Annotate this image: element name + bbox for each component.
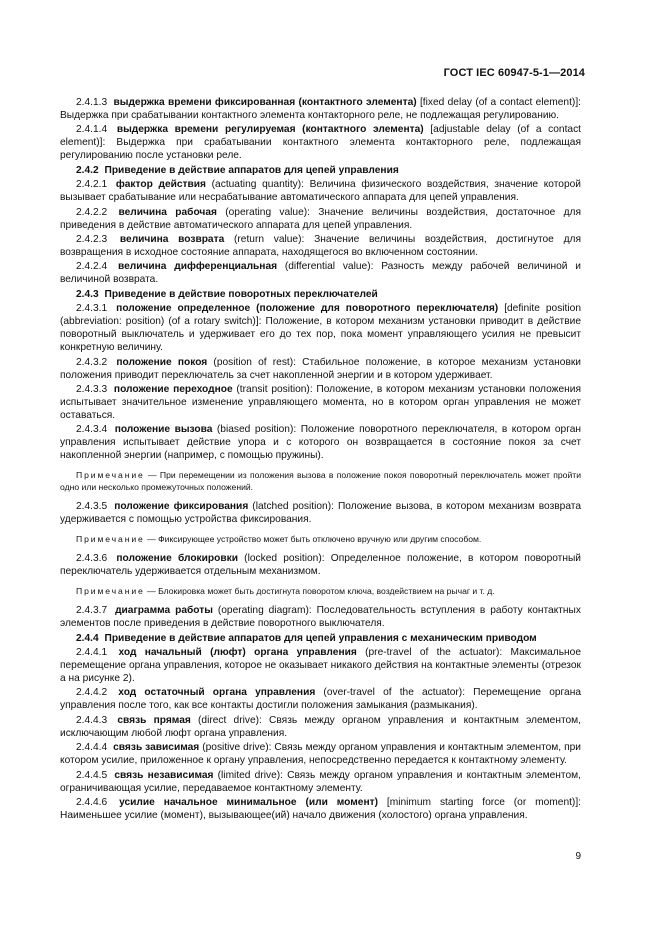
- definition-text: (position of rest): Стабильное положение, в которое механизм установки положения приводит переключатель за счет накопленной энергии и в котором удерживает.: [60, 356, 581, 381]
- defined-term: выдержка времени фиксированная (контактного элемента): [113, 97, 417, 108]
- document-body: [60, 96, 581, 823]
- defined-term: ход начальный (люфт) органа управления: [118, 647, 357, 659]
- definition-paragraph: [60, 552, 581, 578]
- defined-term: связь зависимая: [113, 742, 200, 754]
- defined-term: выдержка времени регулируемая (контактного элемента): [116, 124, 424, 136]
- section-title: Приведение в действие поворотных переключателей: [104, 288, 378, 300]
- definition-text: [definite position (abbreviation: position) (of a rotary switch)]: Положение, в котором механизм установки приводит в действие поворотный выключатель и удерживает его до тех пор, пока момент управляющего усилия не превысит конкретную величину.: [60, 303, 581, 354]
- definition-paragraph: [60, 302, 581, 354]
- clause-number: 2.4.4.3: [76, 714, 108, 726]
- definition-paragraph: [60, 233, 581, 259]
- defined-term: связь независимая: [114, 769, 214, 781]
- definition-text: (locked position): Определенное положение, в котором поворотный переключатель удерживается отдельным механизмом.: [60, 553, 581, 578]
- note: [60, 585, 581, 597]
- section-number: 2.4.4: [76, 632, 99, 644]
- definition-text: [fixed delay (of a contact element)]: Выдержка при срабатывании контактного элемента контакторного реле, не подлежащая регулированию.: [60, 97, 581, 121]
- definition-paragraph: [60, 604, 581, 630]
- definition-text: (positive drive): Связь между органом управления и контактным элементом, при котором усилие, приложенное к органу управления, непосредственно передается к контактному элементу.: [60, 742, 581, 767]
- clause-number: 2.4.4.5: [76, 769, 108, 781]
- clause-number: 2.4.3.2: [76, 356, 108, 368]
- definition-paragraph: [60, 383, 581, 422]
- clause-number: 2.4.3.5: [76, 501, 108, 513]
- clause-number: 2.4.4.2: [76, 687, 108, 699]
- note-text: — При перемещении из положения вызова в положение покоя поворотный переключатель может пройти одно или несколько промежуточных положений.: [60, 470, 581, 493]
- definition-paragraph: [60, 741, 581, 767]
- definition-text: (direct drive): Связь между органом управления и контактным элементом, исключающим любой люфт органа управления.: [60, 714, 581, 739]
- definition-paragraph: [60, 123, 581, 162]
- page-number: 9: [575, 851, 581, 862]
- defined-term: положение фиксирования: [114, 501, 249, 513]
- clause-number: 2.4.1.3: [76, 97, 108, 108]
- definition-paragraph: [60, 796, 581, 822]
- defined-term: величина возврата: [119, 233, 225, 245]
- defined-term: ход остаточный органа управления: [118, 687, 316, 699]
- note-label: Примечание: [76, 470, 145, 481]
- clause-number: 2.4.3.3: [76, 383, 108, 395]
- definition-paragraph: [60, 423, 581, 462]
- definition-text: [minimum starting force (or moment)]: Наименьшее усилие (момент), вызывающее(ий) начало движения (холостого) органа управления.: [60, 797, 581, 822]
- definition-text: (over-travel of the actuator): Перемещение органа управления после того, как все контакты достигли положения замыкания (размыкания).: [60, 687, 581, 712]
- definition-text: (operating diagram): Последовательность вступления в работу контактных элементов после приведения в действие поворотного выключателя.: [60, 605, 581, 630]
- note: [60, 469, 581, 493]
- note-text: — Фиксирующее устройство может быть отключено вручную или другим способом.: [144, 534, 482, 545]
- defined-term: величина дифференциальная: [117, 261, 278, 273]
- defined-term: фактор действия: [115, 179, 206, 191]
- clause-number: 2.4.3.4: [76, 424, 108, 436]
- defined-term: величина рабочая: [118, 206, 217, 218]
- defined-term: положение покоя: [116, 356, 208, 368]
- clause-number: 2.4.3.1: [76, 303, 108, 315]
- clause-number: 2.4.4.6: [76, 797, 108, 809]
- clause-number: 2.4.3.6: [76, 553, 108, 565]
- section-heading: [60, 164, 581, 177]
- defined-term: положение вызова: [114, 424, 213, 436]
- definition-text: [adjustable delay (of a contact element)]: Выдержка при срабатывании контактного элемента контакторного реле, подлежащая регулированию после установки реле.: [60, 124, 582, 162]
- section-title: Приведение в действие аппаратов для цепей управления с механическим приводом: [104, 632, 537, 644]
- definition-text: (operating value): Значение величины воздействия, достаточное для приведения в действие автоматического аппарата для цепей управления.: [60, 206, 581, 231]
- definition-paragraph: [60, 178, 581, 204]
- definition-text: (actuating quantity): Величина физического воздействия, значение которой вызывает срабатывание или несрабатывание автоматического аппарата для цепей управления.: [60, 179, 581, 204]
- clause-number: 2.4.2.1: [76, 179, 108, 191]
- document-header-standard: ГОСТ IEC 60947-5-1—2014: [443, 67, 585, 79]
- definition-paragraph: [60, 769, 581, 795]
- defined-term: положение определенное (положение для поворотного переключателя): [116, 303, 499, 315]
- definition-text: (transit position): Положение, в котором механизм установки положения испытывает значительное изменение управляющего момента, но в котором орган управления не может оставаться.: [60, 383, 581, 421]
- section-number: 2.4.2: [76, 164, 99, 176]
- definition-paragraph: [60, 260, 581, 286]
- definition-paragraph: [60, 646, 581, 685]
- definition-text: (differential value): Разность между рабочей величиной и величиной возврата.: [60, 261, 581, 286]
- clause-number: 2.4.4.1: [76, 647, 108, 659]
- note: [60, 533, 581, 545]
- definition-paragraph: [60, 714, 581, 740]
- note-label: Примечание: [76, 534, 145, 545]
- defined-term: диаграмма работы: [115, 605, 213, 617]
- definition-text: (biased position): Положение поворотного переключателя, в котором орган управления испытывает действие упора и с которого он возвращается в состояние покоя за счет накопленной энергии (например, с помощью пружины).: [60, 424, 581, 462]
- definition-paragraph: [60, 96, 581, 122]
- defined-term: положение переходное: [113, 383, 233, 395]
- section-heading: [60, 632, 581, 645]
- note-label: Примечание: [76, 586, 145, 597]
- clause-number: 2.4.2.3: [76, 233, 108, 245]
- definition-paragraph: [60, 356, 581, 382]
- section-number: 2.4.3: [76, 288, 99, 300]
- section-title: Приведение в действие аппаратов для цепей управления: [104, 164, 399, 176]
- definition-paragraph: [60, 206, 581, 232]
- definition-text: (latched position): Положение вызова, в котором механизм возврата удерживается с помощью устройства фиксирования.: [60, 501, 581, 526]
- clause-number: 2.4.2.4: [76, 261, 108, 273]
- note-text: — Блокировка может быть достигнута поворотом ключа, воздействием на рычаг и т. д.: [144, 586, 495, 597]
- clause-number: 2.4.3.7: [76, 605, 108, 617]
- defined-term: положение блокировки: [116, 553, 238, 565]
- definition-text: (return value): Значение величины воздействия, достигнутое для возвращения в исходное состояние аппарата, находящегося во включенном состоянии.: [60, 233, 581, 258]
- definition-text: (pre-travel of the actuator): Максимальное перемещение органа управления, которое не оказывает никакого действия на контактные элементы (отрезок a на рисунке 2).: [60, 647, 581, 685]
- defined-term: связь прямая: [117, 714, 191, 726]
- definition-paragraph: [60, 686, 581, 712]
- section-heading: [60, 288, 581, 301]
- clause-number: 2.4.1.4: [76, 124, 108, 136]
- defined-term: усилие начальное минимальное (или момент): [119, 797, 378, 809]
- clause-number: 2.4.2.2: [76, 206, 108, 218]
- definition-paragraph: [60, 500, 581, 526]
- definition-text: (limited drive): Связь между органом управления и контактным элементом, ограничивающая усилие, передаваемое контактному элементу.: [60, 769, 581, 794]
- clause-number: 2.4.4.4: [76, 742, 108, 754]
